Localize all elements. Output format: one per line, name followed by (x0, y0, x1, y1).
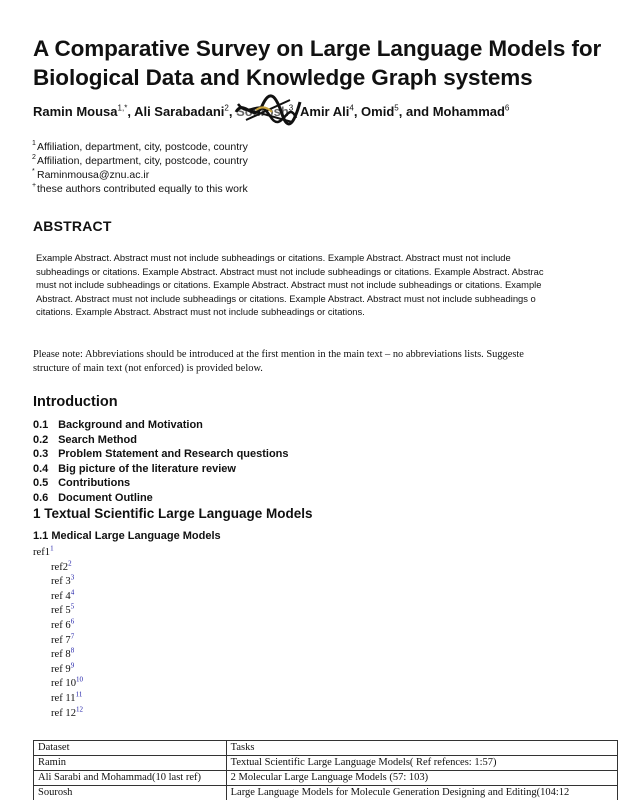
citation-link[interactable]: 3 (70, 573, 75, 582)
section-1-1-heading: 1.1 Medical Large Language Models (33, 530, 221, 542)
table-header-cell: Dataset (34, 741, 227, 756)
abstract-line: must not include subheadings or citations. Example Abstract. Abstract must not include subheadings or citations. Example (36, 279, 542, 290)
introduction-subsections (33, 418, 289, 506)
table-row (34, 771, 618, 786)
affiliation-item: + these authors contributed equally to this work (32, 182, 248, 195)
citation-link[interactable]: 7 (70, 632, 75, 641)
reference-item: ref $8^8$ (51, 646, 75, 661)
subsection-heading: 0.4 Big picture of the literature review (33, 462, 236, 475)
citation-link[interactable]: 10 (76, 675, 83, 684)
redacted-author (236, 104, 289, 119)
table-header-cell: Tasks (226, 741, 617, 756)
introduction-heading: Introduction (33, 394, 118, 410)
author-affiliation-mark: 1,* (117, 103, 128, 113)
abstract-text (36, 251, 618, 319)
table-cell: Sourosh (34, 786, 227, 800)
author-name: Ali Sarabadani (134, 104, 225, 119)
abstract-heading: ABSTRACT (33, 218, 112, 234)
citation-link[interactable]: 12 (76, 705, 83, 713)
author-name: Mohammad (432, 104, 505, 119)
citation-link[interactable]: 9 (70, 661, 75, 670)
table-cell: 2 Molecular Large Language Models (57: 103) (226, 771, 617, 786)
subsection-heading: 0.2 Search Method (33, 433, 137, 446)
author-affiliation-mark: 3 (288, 103, 294, 113)
note-line: Please note: Abbreviations should be introduced at the first mention in the main text – no abbreviations lists. Suggeste (33, 349, 524, 360)
citation-link[interactable]: 6 (70, 617, 75, 626)
author-name: Sourosh (236, 104, 289, 119)
table-cell: Ramin (34, 756, 227, 771)
reference-item: ref $4^4$ (51, 588, 75, 602)
reference-item: ref $9^9$ (51, 661, 75, 675)
section-1-heading: 1 Textual Scientific Large Language Models (33, 506, 313, 521)
subsection-heading: 0.6 Document Outline (33, 491, 153, 504)
reference-item: ref $7^7$ (51, 632, 75, 646)
citation-link[interactable]: 8 (70, 646, 75, 655)
author-email: Raminmousa@znu.ac.ir (37, 169, 150, 181)
affiliation-list (33, 140, 248, 196)
author-affiliation-mark: 6 (504, 103, 510, 113)
subsection-heading: 0.3 Problem Statement and Research questions (33, 448, 289, 461)
table-row (34, 756, 618, 771)
subsection-heading: 0.1 Background and Motivation (33, 419, 203, 431)
reference-list (33, 546, 83, 721)
abstract-line: subheadings or citations. Example Abstract. Abstract must not include subheadings or citations. Example Abstract. Abstrac (36, 265, 544, 277)
reference-item: $ref2^2$ (51, 559, 72, 573)
abstract-line: Abstract. Abstract must not include subheadings or citations. Example Abstract. Abstract must not include subheadings o (36, 292, 536, 304)
author-name: Ramin Mousa (33, 104, 118, 119)
citation-link[interactable]: 11 (75, 690, 83, 699)
affiliation-item: * Raminmousa@znu.ac.ir (32, 168, 150, 181)
citation-link[interactable]: 4 (70, 588, 75, 597)
reference-item: ref $10^{10}$ (51, 675, 83, 690)
citation-link[interactable]: 2 (68, 559, 72, 568)
title-line-2: Biological Data and Knowledge Graph systems (33, 65, 533, 90)
table-row (34, 786, 618, 800)
reference-item: ref $11^{11}$ (51, 690, 83, 704)
table-cell: Textual Scientific Large Language Models( Ref refences: 1:57) (226, 756, 617, 771)
note-paragraph (33, 348, 524, 376)
task-assignment-table (33, 740, 618, 800)
citation-link[interactable]: 5 (70, 602, 75, 611)
table-cell: Ali Sarabi and Mohammad(10 last ref) (34, 771, 227, 786)
subsection-heading: 0.5 Contributions (33, 477, 131, 490)
affiliation-item: 1 Affiliation, department, city, postcode, country (32, 140, 248, 153)
citation-link[interactable]: 1 (50, 544, 54, 553)
author-affiliation-mark: 4 (349, 103, 354, 113)
affiliation-item: 2 Affiliation, department, city, postcode, country (32, 154, 248, 167)
table-header-row (34, 741, 618, 756)
abstract-line: Example Abstract. Abstract must not include subheadings or citations. Example Abstract. Abstract must not include (36, 252, 511, 263)
author-list: Ramin Mousa$^{1,*}$, Ali Sarabadani$^2$, Sourosh $^3$, Amir Ali$^4$, Omid$^5$, and Mohammad$^6$ (33, 104, 509, 119)
title-line-1: A Comparative Survey on Large Language Models for (33, 36, 602, 61)
reference-item: ref $3^3$ (51, 573, 75, 588)
table-cell: Large Language Models for Molecule Generation Designing and Editing(104:12 (226, 786, 617, 800)
paper-title (33, 34, 601, 92)
author-affiliation-mark: 2 (224, 103, 229, 113)
author-name: Amir Ali (300, 104, 350, 119)
author-name: Omid (361, 104, 395, 119)
reference-item: ref $6^6$ (51, 617, 75, 631)
reference-item: ref $5^5$ (51, 602, 75, 617)
reference-item: $ref1^1$ (33, 544, 54, 558)
abstract-line: citations. Example Abstract. Abstract must not include subheadings or citations. (36, 306, 365, 317)
author-affiliation-mark: 5 (394, 103, 399, 113)
reference-item: ref $12^{12}$ (51, 705, 83, 719)
note-line: structure of main text (not enforced) is provided below. (33, 363, 263, 374)
scribble-redaction (232, 94, 304, 128)
